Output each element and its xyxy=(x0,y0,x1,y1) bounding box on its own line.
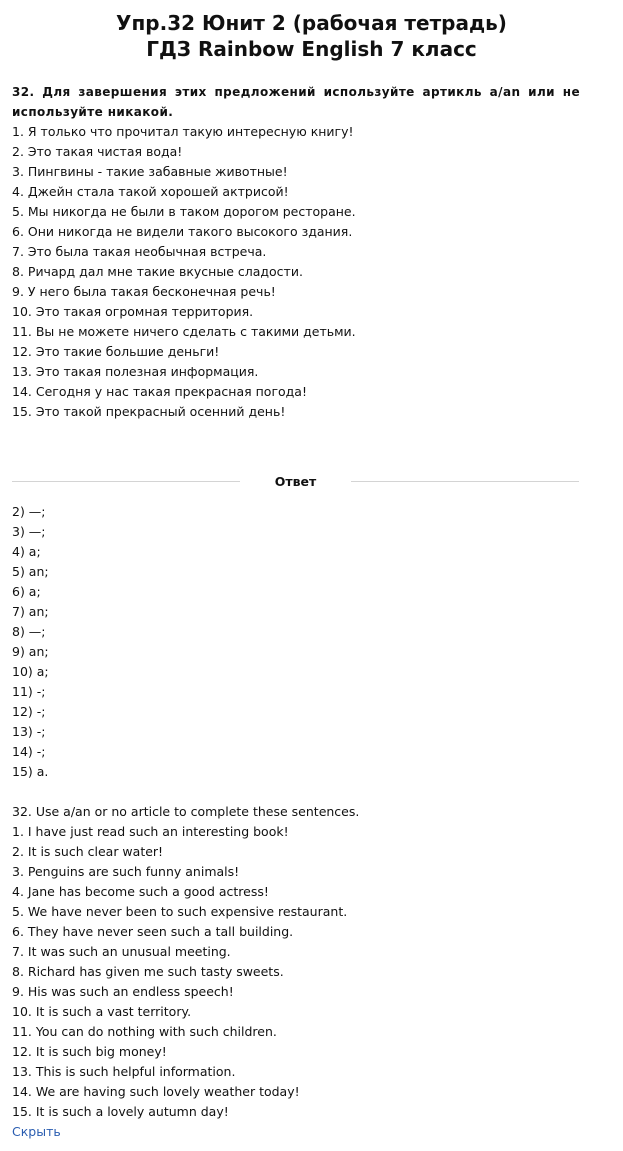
list-item: 13. This is such helpful information. xyxy=(12,1064,236,1079)
list-item: 7. It was such an unusual meeting. xyxy=(12,944,231,959)
list-item: 2. It is such clear water! xyxy=(12,844,164,859)
page-title-line-1: Упр.32 Юнит 2 (рабочая тетрадь) xyxy=(116,11,507,35)
english-sentence-list xyxy=(12,822,347,1122)
list-item: 1. Я только что прочитал такую интересную книгу! xyxy=(12,124,354,139)
answer-item: 15) a. xyxy=(12,764,49,779)
answer-item: 3) —; xyxy=(12,524,46,539)
russian-sentence-list xyxy=(12,122,356,422)
list-item: 9. У него была такая бесконечная речь! xyxy=(12,284,276,299)
answer-item: 14) -; xyxy=(12,744,46,759)
list-item: 5. Мы никогда не были в таком дорогом ресторане. xyxy=(12,204,356,219)
list-item: 11. You can do nothing with such children. xyxy=(12,1024,277,1039)
hide-link[interactable]: Скрыть xyxy=(12,1124,61,1139)
list-item: 7. Это была такая необычная встреча. xyxy=(12,244,267,259)
task-statement: 32. Для завершения этих предложений используйте артикль a/an или не используйте никакой. xyxy=(12,85,580,119)
list-item: 6. Они никогда не видели такого высокого здания. xyxy=(12,224,353,239)
answer-divider-right xyxy=(351,481,579,482)
answer-item: 9) an; xyxy=(12,644,49,659)
list-item: 4. Джейн стала такой хорошей актрисой! xyxy=(12,184,289,199)
list-item: 15. Это такой прекрасный осенний день! xyxy=(12,404,286,419)
list-item: 1. I have just read such an interesting book! xyxy=(12,824,289,839)
answer-divider-left xyxy=(12,481,240,482)
list-item: 2. Это такая чистая вода! xyxy=(12,144,183,159)
answer-item: 11) -; xyxy=(12,684,46,699)
list-item: 8. Ричард дал мне такие вкусные сладости. xyxy=(12,264,303,279)
answer-item: 13) -; xyxy=(12,724,46,739)
page-title-line-2: ГДЗ Rainbow English 7 класс xyxy=(146,37,477,61)
list-item: 5. We have never been to such expensive restaurant. xyxy=(12,904,348,919)
list-item: 10. Это такая огромная территория. xyxy=(12,304,254,319)
list-item: 3. Penguins are such funny animals! xyxy=(12,864,240,879)
list-item: 12. It is such big money! xyxy=(12,1044,167,1059)
answer-list xyxy=(12,502,49,782)
list-item: 14. We are having such lovely weather today! xyxy=(12,1084,300,1099)
list-item: 15. It is such a lovely autumn day! xyxy=(12,1104,229,1119)
answer-item: 8) —; xyxy=(12,624,46,639)
list-item: 13. Это такая полезная информация. xyxy=(12,364,259,379)
list-item: 14. Сегодня у нас такая прекрасная погода! xyxy=(12,384,307,399)
list-item: 11. Вы не можете ничего сделать с такими детьми. xyxy=(12,324,356,339)
list-item: 3. Пингвины - такие забавные животные! xyxy=(12,164,288,179)
answer-item: 12) -; xyxy=(12,704,46,719)
answer-item: 2) —; xyxy=(12,504,46,519)
answer-item: 7) an; xyxy=(12,604,49,619)
list-item: 6. They have never seen such a tall building. xyxy=(12,924,294,939)
list-item: 12. Это такие большие деньги! xyxy=(12,344,220,359)
answer-item: 4) a; xyxy=(12,544,41,559)
answer-item: 5) an; xyxy=(12,564,49,579)
english-task-heading: 32. Use a/an or no article to complete these sentences. xyxy=(12,804,360,819)
answer-item: 6) a; xyxy=(12,584,41,599)
list-item: 4. Jane has become such a good actress! xyxy=(12,884,269,899)
answer-item: 10) a; xyxy=(12,664,49,679)
list-item: 8. Richard has given me such tasty sweets. xyxy=(12,964,284,979)
answer-heading: Ответ xyxy=(274,474,317,489)
list-item: 10. It is such a vast territory. xyxy=(12,1004,192,1019)
list-item: 9. His was such an endless speech! xyxy=(12,984,234,999)
